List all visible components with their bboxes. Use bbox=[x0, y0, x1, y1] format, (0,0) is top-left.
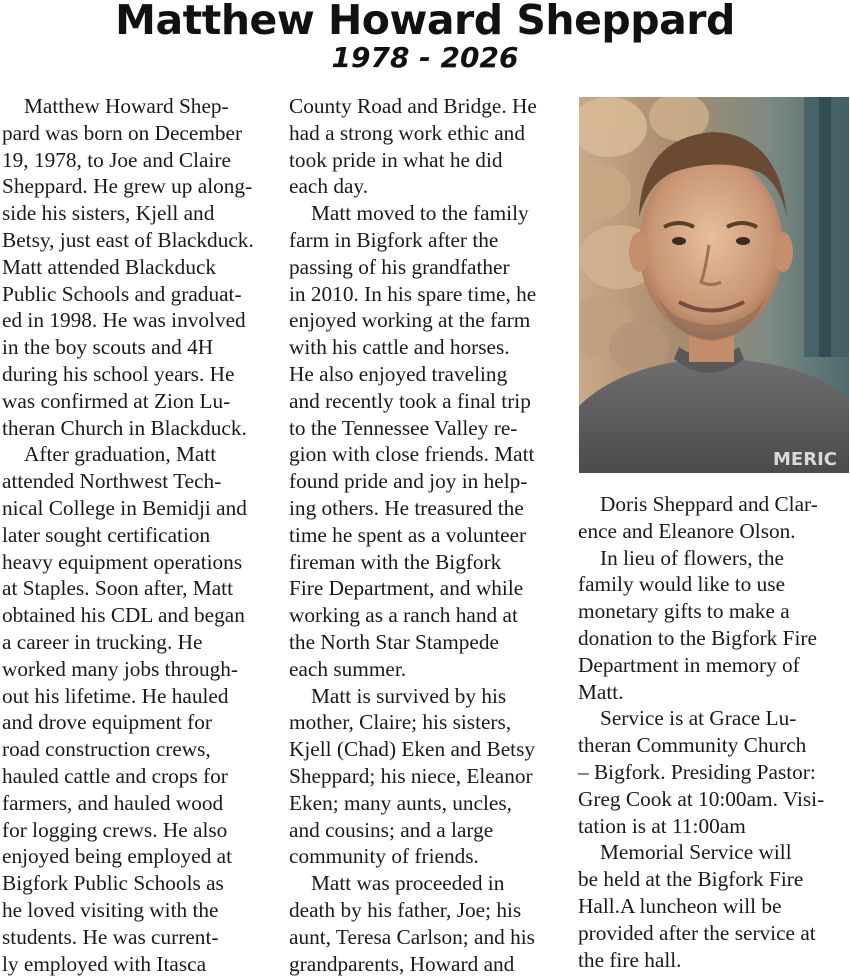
text-line: After graduation, Matt bbox=[2, 441, 274, 468]
text-line: for logging crews. He also bbox=[2, 817, 274, 844]
text-line: Sheppard. He grew up along- bbox=[2, 173, 274, 200]
text-line: at Staples. Soon after, Matt bbox=[2, 575, 274, 602]
text-line: Matt is survived by his bbox=[289, 683, 561, 710]
portrait-photo bbox=[579, 97, 849, 473]
text-line: ed in 1998. He was involved bbox=[2, 307, 274, 334]
text-line: he loved visiting with the bbox=[2, 897, 274, 924]
text-line: theran Community Church bbox=[578, 732, 848, 759]
text-line: and drove equipment for bbox=[2, 709, 274, 736]
text-line: farm in Bigfork after the bbox=[289, 227, 561, 254]
text-line: each summer. bbox=[289, 656, 561, 683]
obituary-paragraph bbox=[578, 545, 848, 706]
text-line: Hall.A luncheon will be bbox=[578, 893, 848, 920]
obituary-years: 1978 - 2026 bbox=[0, 40, 850, 76]
text-line: students. He was current- bbox=[2, 924, 274, 951]
text-line: a career in trucking. He bbox=[2, 629, 274, 656]
shirt-text: MERIC bbox=[773, 449, 837, 470]
text-line: enjoyed being employed at bbox=[2, 843, 274, 870]
obituary-paragraph bbox=[578, 839, 848, 973]
text-line: ing others. He treasured the bbox=[289, 495, 561, 522]
text-line: mother, Claire; his sisters, bbox=[289, 709, 561, 736]
text-line: farmers, and hauled wood bbox=[2, 790, 274, 817]
text-line: during his school years. He bbox=[2, 361, 274, 388]
text-line: each day. bbox=[289, 173, 561, 200]
text-line: fireman with the Bigfork bbox=[289, 549, 561, 576]
text-line: monetary gifts to make a bbox=[578, 598, 848, 625]
text-line: family would like to use bbox=[578, 571, 848, 598]
text-line: Matt attended Blackduck bbox=[2, 254, 274, 281]
text-line: nical College in Bemidji and bbox=[2, 495, 274, 522]
text-line: Fire Department, and while bbox=[289, 575, 561, 602]
text-line: Doris Sheppard and Clar- bbox=[578, 491, 848, 518]
text-line: In lieu of flowers, the bbox=[578, 545, 848, 572]
obituary-paragraph bbox=[289, 200, 561, 682]
text-column-1 bbox=[2, 93, 274, 977]
text-line: working as a ranch hand at bbox=[289, 602, 561, 629]
text-line: Bigfork Public Schools as bbox=[2, 870, 274, 897]
text-line: in the boy scouts and 4H bbox=[2, 334, 274, 361]
text-line: to the Tennessee Valley re- bbox=[289, 415, 561, 442]
obituary-title: Matthew Howard Sheppard bbox=[0, 0, 850, 46]
text-line: had a strong work ethic and bbox=[289, 120, 561, 147]
text-line: found pride and joy in help- bbox=[289, 468, 561, 495]
text-line: gion with close friends. Matt bbox=[289, 441, 561, 468]
text-line: grandparents, Howard and bbox=[289, 951, 561, 977]
text-line: the North Star Stampede bbox=[289, 629, 561, 656]
text-line: with his cattle and horses. bbox=[289, 334, 561, 361]
text-line: County Road and Bridge. He bbox=[289, 93, 561, 120]
text-line: time he spent as a volunteer bbox=[289, 522, 561, 549]
text-line: be held at the Bigfork Fire bbox=[578, 866, 848, 893]
text-line: Service is at Grace Lu- bbox=[578, 705, 848, 732]
obituary-paragraph bbox=[578, 705, 848, 839]
text-line: tation is at 11:00am bbox=[578, 813, 848, 840]
text-line: Eken; many aunts, uncles, bbox=[289, 790, 561, 817]
obituary-paragraph bbox=[2, 93, 274, 441]
portrait-illustration bbox=[579, 97, 849, 473]
text-line: 19, 1978, to Joe and Claire bbox=[2, 147, 274, 174]
text-column-3 bbox=[578, 491, 848, 973]
text-line: Matt. bbox=[578, 679, 848, 706]
text-line: hauled cattle and crops for bbox=[2, 763, 274, 790]
text-line: – Bigfork. Presiding Pastor: bbox=[578, 759, 848, 786]
text-line: pard was born on December bbox=[2, 120, 274, 147]
text-line: side his sisters, Kjell and bbox=[2, 200, 274, 227]
text-line: passing of his grandfather bbox=[289, 254, 561, 281]
text-line: ly employed with Itasca bbox=[2, 951, 274, 977]
text-line: the fire hall. bbox=[578, 947, 848, 974]
text-line: later sought certification bbox=[2, 522, 274, 549]
text-line: Betsy, just east of Blackduck. bbox=[2, 227, 274, 254]
text-column-2 bbox=[289, 93, 561, 977]
obituary-paragraph bbox=[289, 683, 561, 871]
text-line: worked many jobs through- bbox=[2, 656, 274, 683]
text-line: heavy equipment operations bbox=[2, 549, 274, 576]
text-line: was confirmed at Zion Lu- bbox=[2, 388, 274, 415]
text-line: enjoyed working at the farm bbox=[289, 307, 561, 334]
text-line: Memorial Service will bbox=[578, 839, 848, 866]
text-line: donation to the Bigfork Fire bbox=[578, 625, 848, 652]
text-line: and recently took a final trip bbox=[289, 388, 561, 415]
text-line: community of friends. bbox=[289, 843, 561, 870]
text-line: Greg Cook at 10:00am. Visi- bbox=[578, 786, 848, 813]
text-line: Matthew Howard Shep- bbox=[2, 93, 274, 120]
obituary-paragraph bbox=[578, 491, 848, 545]
text-line: death by his father, Joe; his bbox=[289, 897, 561, 924]
text-line: out his lifetime. He hauled bbox=[2, 683, 274, 710]
text-line: and cousins; and a large bbox=[289, 817, 561, 844]
obituary-paragraph bbox=[289, 93, 561, 200]
text-line: provided after the service at bbox=[578, 920, 848, 947]
text-line: aunt, Teresa Carlson; and his bbox=[289, 924, 561, 951]
text-line: theran Church in Blackduck. bbox=[2, 415, 274, 442]
obituary-paragraph bbox=[289, 870, 561, 977]
text-line: took pride in what he did bbox=[289, 147, 561, 174]
text-line: Sheppard; his niece, Eleanor bbox=[289, 763, 561, 790]
text-line: ence and Eleanore Olson. bbox=[578, 518, 848, 545]
text-line: Matt moved to the family bbox=[289, 200, 561, 227]
text-line: Public Schools and graduat- bbox=[2, 281, 274, 308]
text-line: attended Northwest Tech- bbox=[2, 468, 274, 495]
text-line: obtained his CDL and began bbox=[2, 602, 274, 629]
text-line: Matt was proceeded in bbox=[289, 870, 561, 897]
text-line: Department in memory of bbox=[578, 652, 848, 679]
text-line: Kjell (Chad) Eken and Betsy bbox=[289, 736, 561, 763]
text-line: road construction crews, bbox=[2, 736, 274, 763]
text-line: He also enjoyed traveling bbox=[289, 361, 561, 388]
text-line: in 2010. In his spare time, he bbox=[289, 281, 561, 308]
obituary-paragraph bbox=[2, 441, 274, 977]
